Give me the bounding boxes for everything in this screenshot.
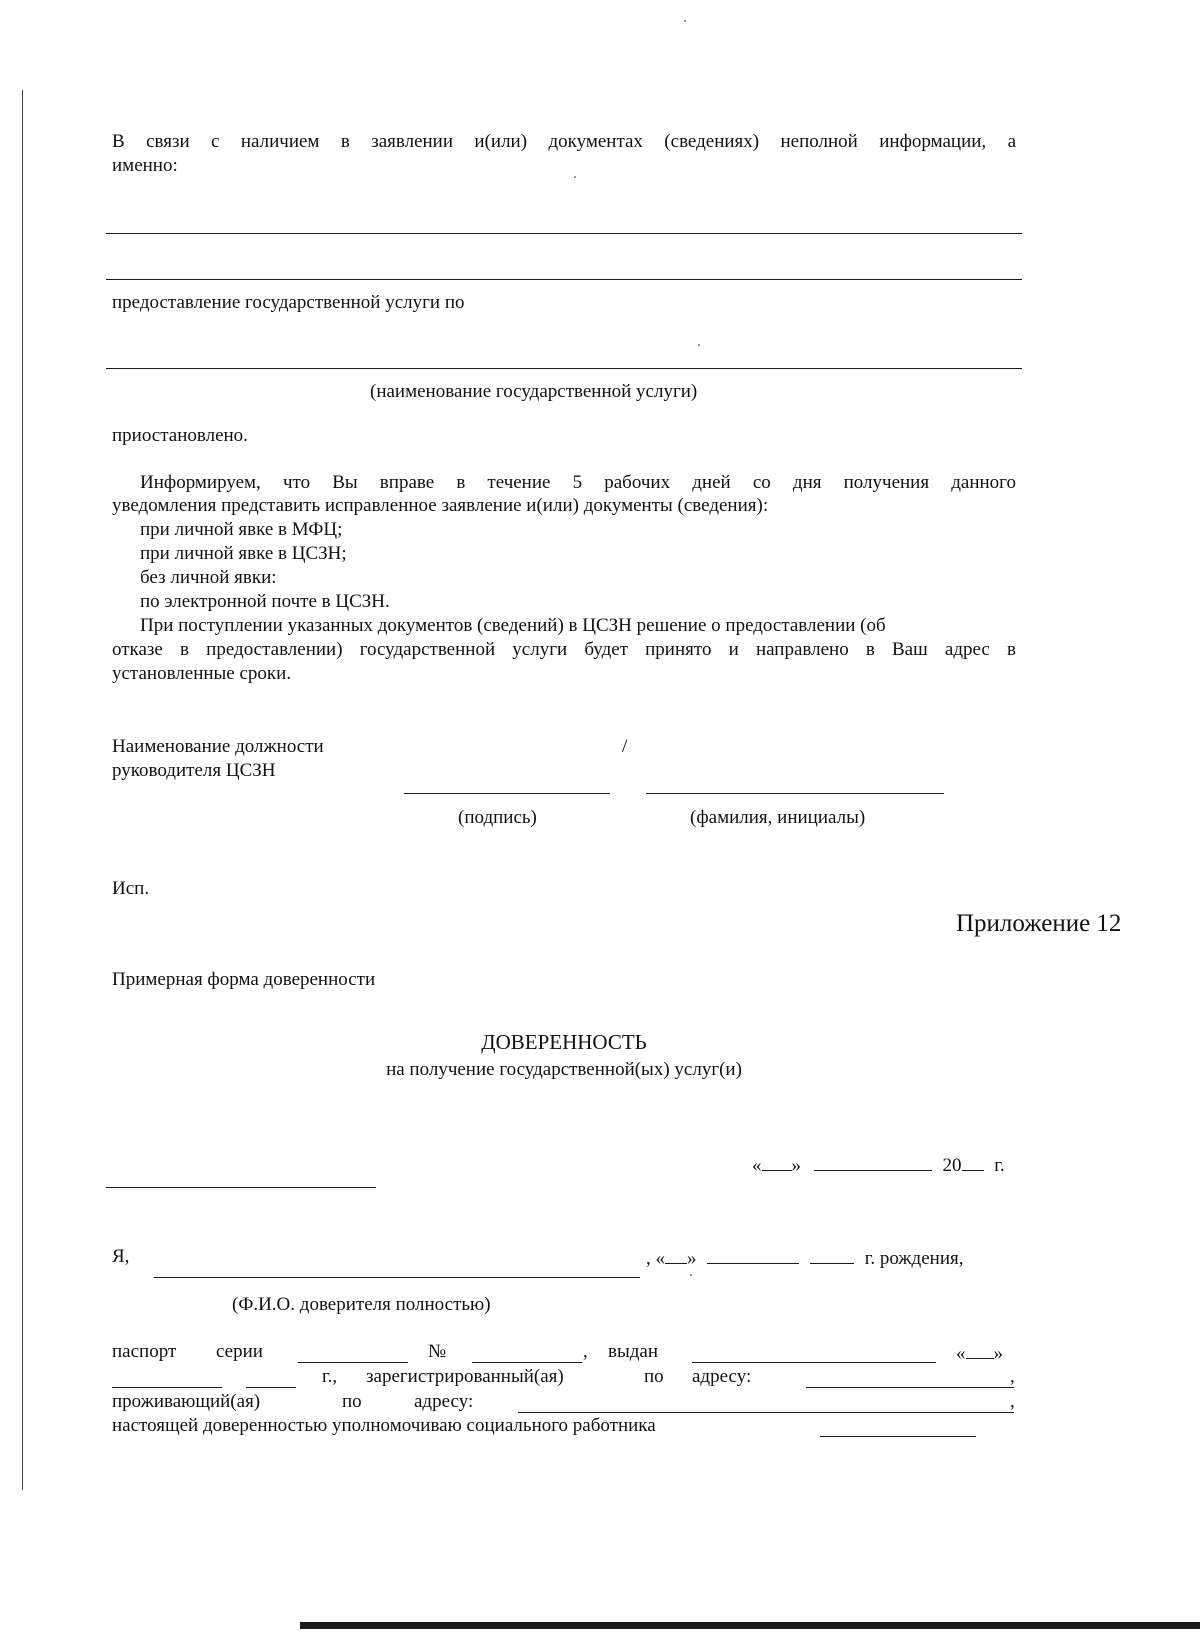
number-blank[interactable] — [472, 1362, 582, 1363]
social-worker-blank[interactable] — [820, 1436, 976, 1437]
dob-day-blank[interactable] — [665, 1245, 687, 1264]
issue-date-quotes — [956, 1340, 1003, 1366]
dob-open: , « — [646, 1248, 665, 1269]
service-name-line — [106, 368, 1022, 369]
name-line — [646, 793, 944, 794]
residing-address-blank[interactable] — [518, 1412, 1014, 1413]
year-blank[interactable] — [962, 1152, 984, 1171]
residing-address-label: адресу: — [414, 1391, 474, 1412]
option-remote: без личной явки: — [140, 567, 277, 588]
issue-month-blank[interactable] — [112, 1387, 222, 1388]
document-subtitle: на получение государственной(ых) услуг(и) — [386, 1059, 742, 1080]
name-caption: (фамилия, инициалы) — [690, 807, 866, 828]
place-line — [106, 1187, 376, 1188]
authorize-text: настоящей доверенностью уполномочиваю социального работника — [112, 1415, 656, 1436]
issued-comma: , — [583, 1341, 588, 1362]
option-cszn: при личной явке в ЦСЗН; — [140, 543, 347, 564]
series-blank[interactable] — [298, 1362, 408, 1363]
decision-line-1: При поступлении указанных документов (сведений) в ЦСЗН решение о предоставлении (об — [140, 615, 886, 636]
residing-by-label: по — [342, 1391, 362, 1412]
day-blank[interactable] — [762, 1152, 792, 1171]
issued-label: выдан — [608, 1341, 659, 1362]
decision-line-3: установленные сроки. — [112, 663, 292, 684]
issue-close-quote: » — [993, 1343, 1003, 1364]
suspended-text: приостановлено. — [112, 425, 248, 446]
dob-year-blank[interactable] — [810, 1245, 854, 1264]
issue-day-blank[interactable] — [966, 1340, 994, 1359]
registered-comma: , — [1010, 1366, 1015, 1387]
signature-slash: / — [622, 736, 628, 757]
date-close-quote: » — [791, 1155, 801, 1176]
dob-suffix: г. рождения, — [864, 1248, 964, 1269]
registered-label: зарегистрированный(ая) — [366, 1366, 564, 1387]
residing-label: проживающий(ая) — [112, 1391, 261, 1412]
registered-address-label: адресу: — [692, 1366, 752, 1387]
registered-by-label: по — [644, 1366, 664, 1387]
principal-i-label: Я, — [112, 1246, 130, 1267]
scan-bottom-bar — [300, 1622, 1200, 1629]
residing-comma: , — [1010, 1391, 1015, 1412]
issue-open-quote: « — [956, 1343, 966, 1364]
service-caption: (наименование государственной услуги) — [370, 381, 698, 402]
position-line-2: руководителя ЦСЗН — [112, 760, 276, 781]
inform-line-2: уведомления представить исправленное заявление и(или) документы (сведения): — [112, 495, 769, 516]
fill-line-1 — [106, 233, 1022, 234]
scan-edge-line — [22, 90, 23, 1490]
registered-address-blank[interactable] — [806, 1387, 1014, 1388]
principal-name-line[interactable] — [154, 1277, 640, 1278]
year-prefix: 20 — [942, 1155, 962, 1176]
scan-speck — [690, 1274, 692, 1276]
signature-line — [404, 793, 610, 794]
fill-line-2 — [106, 279, 1022, 280]
year-suffix: г. — [994, 1155, 1005, 1176]
month-blank[interactable] — [814, 1152, 932, 1171]
date-open-quote: « — [752, 1155, 762, 1176]
scan-speck — [574, 176, 576, 178]
document-title: ДОВЕРЕННОСТЬ — [481, 1030, 647, 1054]
provision-text: предоставление государственной услуги по — [112, 292, 465, 313]
date-line — [752, 1152, 1005, 1178]
form-label: Примерная форма доверенности — [112, 969, 376, 990]
decision-line-2: отказе в предоставлении) государственной услуги будет принято и направлено в Ваш адрес в — [112, 639, 1016, 660]
notice-line-2: именно: — [112, 155, 178, 176]
year-g-label: г., — [322, 1366, 338, 1387]
birth-date-line — [646, 1245, 963, 1271]
scan-speck — [698, 344, 700, 346]
executor-label: Исп. — [112, 878, 150, 899]
option-email: по электронной почте в ЦСЗН. — [140, 591, 390, 612]
scan-speck — [684, 20, 686, 22]
notice-line-1: В связи с наличием в заявлении и(или) документах (сведениях) неполной информации, а — [112, 131, 1016, 152]
number-sign: № — [428, 1341, 447, 1362]
inform-line-1: Информируем, что Вы вправе в течение 5 рабочих дней со дня получения данного — [140, 472, 1016, 493]
issue-year-blank[interactable] — [246, 1387, 296, 1388]
signature-caption: (подпись) — [458, 807, 537, 828]
position-line-1: Наименование должности — [112, 736, 324, 757]
option-mfc: при личной явке в МФЦ; — [140, 519, 343, 540]
passport-label: паспорт — [112, 1341, 177, 1362]
dob-close: » — [687, 1248, 697, 1269]
fio-caption: (Ф.И.О. доверителя полностью) — [232, 1294, 491, 1315]
dob-month-blank[interactable] — [707, 1245, 799, 1264]
appendix-title: Приложение 12 — [956, 910, 1122, 937]
issued-by-blank[interactable] — [692, 1362, 936, 1363]
series-label: серии — [216, 1341, 263, 1362]
